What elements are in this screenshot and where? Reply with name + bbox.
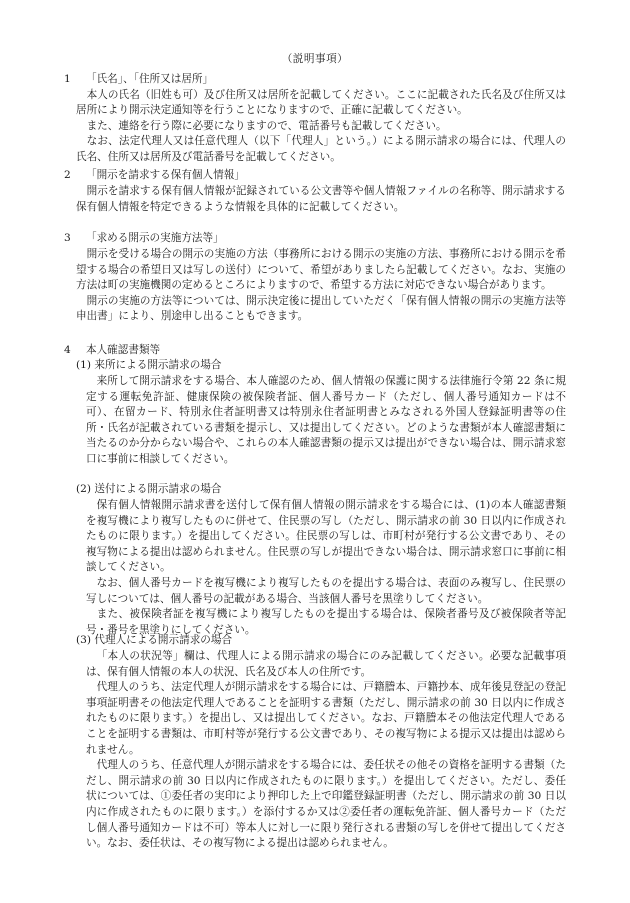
section-2-body <box>76 184 566 215</box>
paragraph: 開示を請求する保有個人情報が記録されている公文書等や個人情報ファイルの名称等、開示請求する保有個人情報を特定できるような情報を具体的に記載してください。 <box>76 185 566 213</box>
section-2-heading <box>64 168 245 184</box>
section-heading-text: 本人確認書類等 <box>86 344 161 356</box>
paragraph: 「本人の状況等」欄は、代理人による開示請求の場合にのみ記載してください。必要な記載事項は、保有個人情報の本人の状況、氏名及び本人の住所です。 <box>86 650 566 678</box>
paragraph: なお、個人番号カードを複写機により複写したものを提出する場合は、表面のみ複写し、住民票の写しについては、個人番号の記載がある場合、当該個人番号を黒塗りしてください。 <box>86 576 566 605</box>
section-3-body <box>76 247 566 325</box>
paragraph: また、連絡を行う際に必要になりますので、電話番号も記載してください。 <box>86 119 447 132</box>
section-4-heading <box>64 343 160 359</box>
section-heading-text: 「開示を請求する保有個人情報」 <box>86 169 245 181</box>
paragraph: 本人の氏名（旧姓も可）及び住所又は居所を記載してください。ここに記載された氏名及び住所又は居所により開示決定通知等を行うことになりますので、正確に記載してください。 <box>76 88 566 117</box>
section-3-heading <box>64 231 224 247</box>
paragraph: 代理人のうち、法定代理人が開示請求をする場合には、戸籍謄本、戸籍抄本、成年後見登記の登記事項証明書その他法定代理人であることを証明する書類（ただし、開示請求の前 30 日以内に作成されたものに限ります。）を提出し、又は提出してください。なお、戸籍謄本その他法定代理人であることを証明する書類は、市町村等が発行する公文書であり、その複写物による提示又は提出は認められません。 <box>86 681 566 756</box>
section-number: 4 <box>64 344 71 356</box>
section-1-body <box>76 88 566 166</box>
section-heading-text: 「氏名」、「住所又は居所」 <box>86 73 214 85</box>
paragraph: 開示の実施の方法等については、開示決定後に提出していただく「保有個人情報の開示の実施方法等申出書」により、別途申し出ることもできます。 <box>76 294 566 323</box>
subsection-2-heading: (2) 送付による開示請求の場合 <box>76 483 222 495</box>
subsection-3-heading: (3) 代理人による開示請求の場合 <box>76 634 233 646</box>
section-1-heading <box>64 72 213 88</box>
section-heading-text: 「求める開示の実施方法等」 <box>86 232 224 244</box>
document-title: （説明事項） <box>281 53 349 65</box>
subsection-1-body <box>86 374 566 468</box>
paragraph: 来所して開示請求をする場合、本人確認のため、個人情報の保護に関する法律施行令第 22 条に規定する運転免許証、健康保険の被保険者証、個人番号カード（ただし、個人番号通知カードは不可）、在留カード、特別永住者証明書又は特別永住者証明書とみなされる外国人登録証明書等の住所・氏名が記載されている書類を提示し、又は提出してください。どのような書類が本人確認書類に当たるのか分からない場合や、これらの本人確認書類の提示又は提出ができない場合は、開示請求窓口に事前に相談してください。 <box>86 375 566 465</box>
subsection-2-body <box>86 498 566 638</box>
section-number: 1 <box>64 73 71 85</box>
paragraph: なお、法定代理人又は任意代理人（以下「代理人」という。）による開示請求の場合には、代理人の氏名、住所又は居所及び電話番号を記載してください。 <box>76 135 566 163</box>
section-number: 2 <box>64 169 71 181</box>
paragraph: また、被保険者証を複写機により複写したものを提出する場合は、保険者番号及び被保険者等記号・番号を黒塗りにしてください。 <box>86 608 566 636</box>
subsection-3-body <box>86 649 566 852</box>
paragraph: 代理人のうち、任意代理人が開示請求をする場合には、委任状その他その資格を証明する書類（ただし、開示請求の前 30 日以内に作成されたものに限ります。）を提出してください。ただし、委任状については、①委任者の実印により押印した上で印鑑登録証明書（ただし、開示請求の前 30 日以内に作成されたものに限ります。）を添付するか又は②委任者の運転免許証、個人番号カード（ただし個人番号通知カードは不可）等本人に対し一に限り発行される書類の写しを併せて提出してください。なお、委任状は、その複写物による提出は認められません。 <box>86 759 566 850</box>
paragraph: 開示を受ける場合の開示の実施の方法（事務所における開示の実施の方法、事務所における開示を希望する場合の希望日又は写しの送付）について、希望がありましたら記載してください。なお、実施の方法は町の実施機関の定めるところによりますので、希望する方法に対応できない場合があります。 <box>76 248 566 292</box>
paragraph: 保有個人情報開示請求書を送付して保有個人情報の開示請求をする場合には、(1)の本人確認書類を複写機により複写したものに併せて、住民票の写し（ただし、開示請求の前 30 日以内に作成されたものに限ります。）を提出してください。住民票の写しは、市町村が発行する公文書であり、その複写物による提出は認められません。住民票の写しが提出できない場合は、開示請求窓口に事前に相談してください。 <box>86 499 566 574</box>
subsection-1-heading: (1) 来所による開示請求の場合 <box>76 359 222 371</box>
section-number: 3 <box>64 232 71 244</box>
